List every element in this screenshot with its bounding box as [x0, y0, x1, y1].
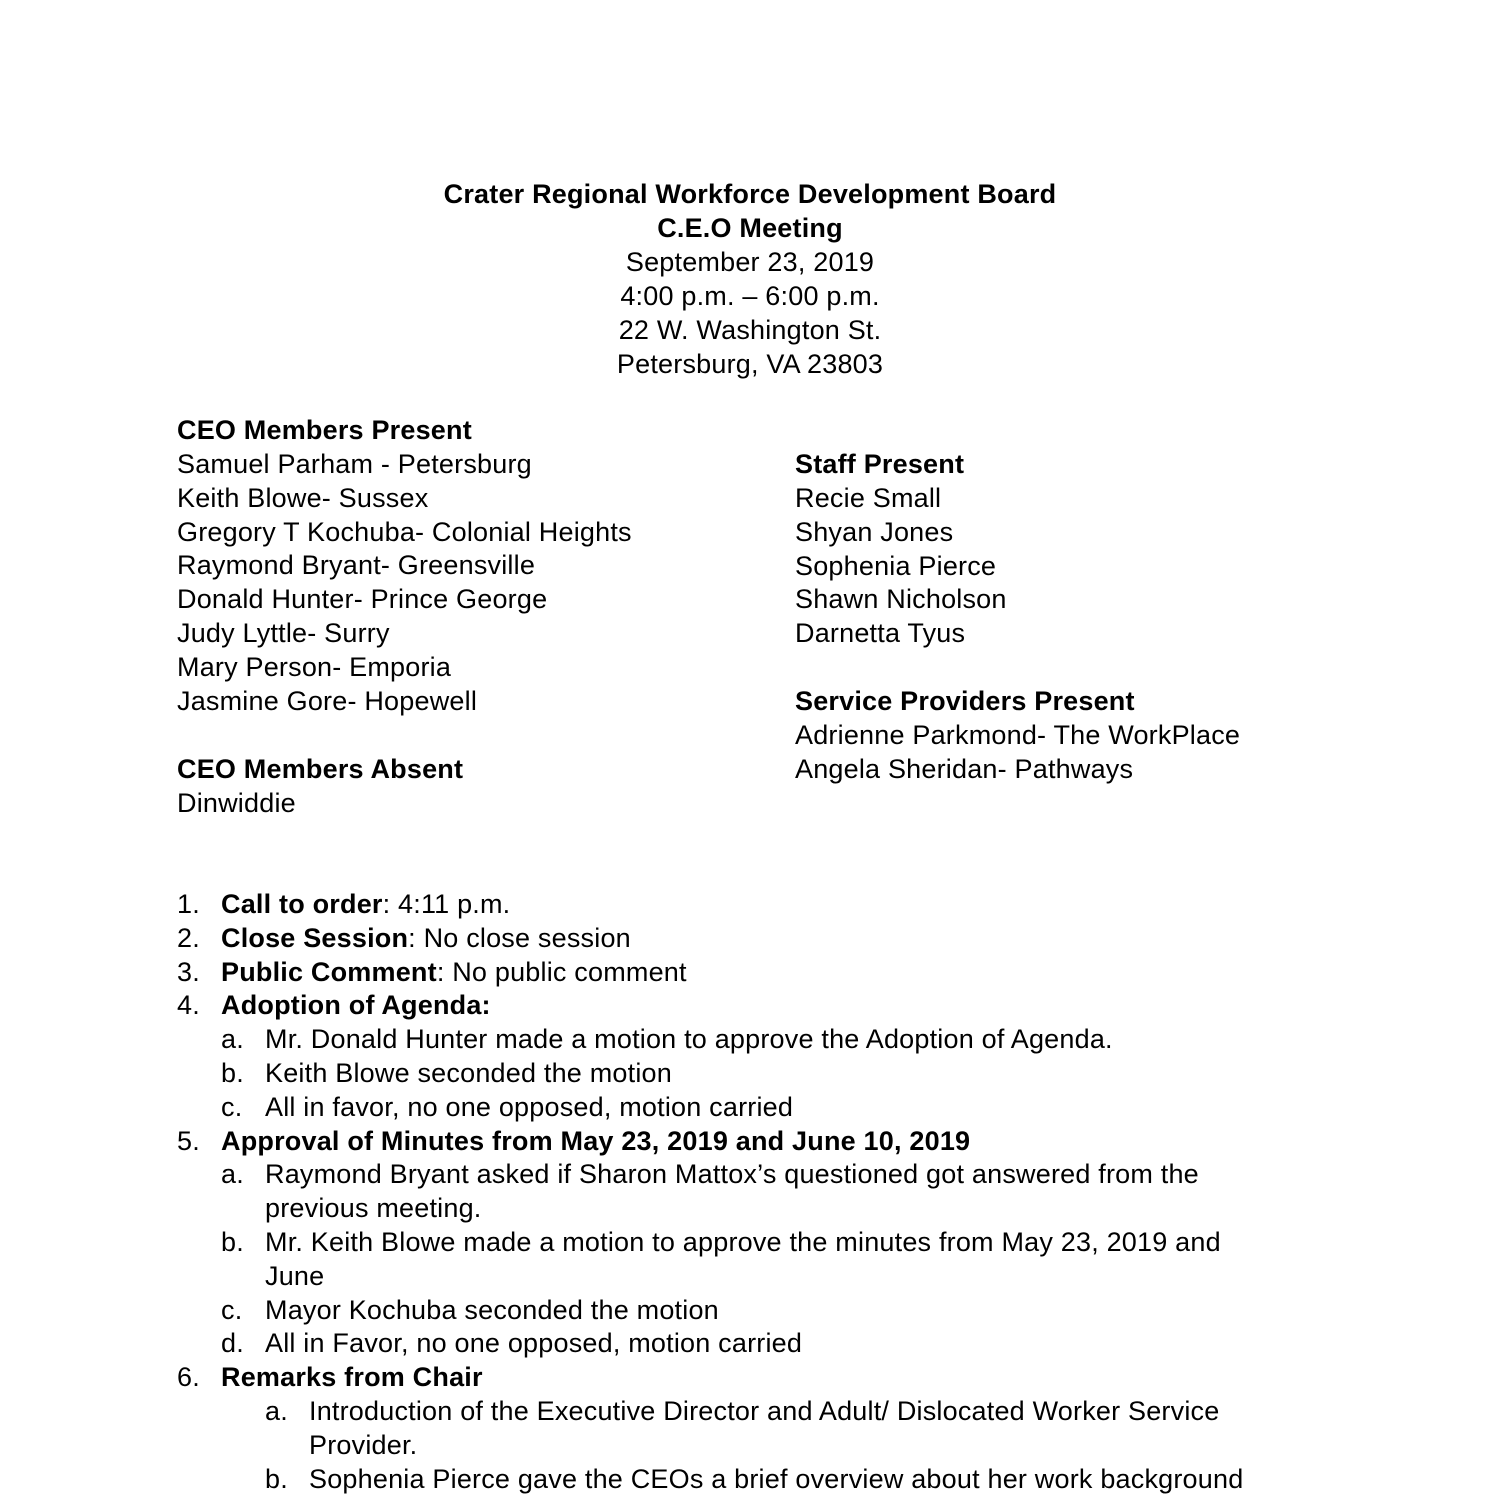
sub-item-letter: b. [221, 1227, 244, 1257]
sub-item-text: All in favor, no one opposed, motion carried [265, 1092, 794, 1122]
absent-member: Dinwiddie [177, 788, 296, 818]
sub-item-letter: b. [265, 1464, 288, 1494]
agenda-number: 1. [177, 889, 200, 919]
staff-member: Sophenia Pierce [795, 551, 997, 581]
sub-item-text-continued: previous meeting. [265, 1193, 482, 1223]
staff-member: Shawn Nicholson [795, 584, 1007, 614]
sub-item-letter: d. [221, 1328, 244, 1358]
meeting-title: C.E.O Meeting [657, 213, 843, 243]
agenda-number: 4. [177, 990, 200, 1020]
sub-item-text: Mr. Donald Hunter made a motion to approve the Adoption of Agenda. [265, 1024, 1113, 1054]
org-title: Crater Regional Workforce Development Board [443, 179, 1057, 209]
agenda-item-title: Adoption of Agenda: [221, 990, 491, 1020]
member-present: Mary Person- Emporia [177, 652, 452, 682]
agenda-item-title: Remarks from Chair [221, 1362, 483, 1392]
members-present-heading: CEO Members Present [177, 415, 472, 445]
member-present: Samuel Parham - Petersburg [177, 449, 532, 479]
agenda-item-title: Close Session [221, 923, 409, 953]
address-line2: Petersburg, VA 23803 [616, 349, 884, 379]
agenda-item [221, 887, 510, 921]
agenda-item-title: Public Comment [221, 957, 437, 987]
agenda-item [221, 1360, 483, 1394]
sub-item-text: Introduction of the Executive Director and Adult/ Dislocated Worker Service [309, 1396, 1220, 1426]
sub-item-letter: b. [221, 1058, 244, 1088]
member-present: Keith Blowe- Sussex [177, 483, 429, 513]
member-present: Donald Hunter- Prince George [177, 584, 548, 614]
sub-item-letter: a. [221, 1024, 244, 1054]
sub-item-letter: c. [221, 1092, 243, 1122]
address-line1: 22 W. Washington St. [618, 315, 882, 345]
sub-item-text: Sophenia Pierce gave the CEOs a brief overview about her work background [309, 1464, 1244, 1494]
meeting-time: 4:00 p.m. – 6:00 p.m. [620, 281, 880, 311]
sub-item-text: All in Favor, no one opposed, motion carried [265, 1328, 803, 1358]
service-provider: Adrienne Parkmond- The WorkPlace [795, 720, 1241, 750]
member-present: Jasmine Gore- Hopewell [177, 686, 478, 716]
sub-item-text: Mr. Keith Blowe made a motion to approve the minutes from May 23, 2019 and [265, 1227, 1221, 1257]
staff-member: Recie Small [795, 483, 942, 513]
meeting-date: September 23, 2019 [625, 247, 875, 277]
sub-item-text: Keith Blowe seconded the motion [265, 1058, 672, 1088]
sub-item-letter: c. [221, 1295, 243, 1325]
providers-present-heading: Service Providers Present [795, 686, 1135, 716]
agenda-item-detail: : 4:11 p.m. [382, 889, 511, 919]
agenda-item-detail: : No public comment [436, 957, 687, 987]
sub-item-text: Mayor Kochuba seconded the motion [265, 1295, 719, 1325]
agenda-item [221, 921, 631, 955]
agenda-item-title: Call to order [221, 889, 383, 919]
sub-item-letter: a. [221, 1159, 244, 1189]
sub-item-text-continued: June [265, 1261, 325, 1291]
sub-item-letter: a. [265, 1396, 288, 1426]
member-present: Gregory T Kochuba- Colonial Heights [177, 517, 632, 547]
agenda-item [221, 955, 687, 989]
members-absent-heading: CEO Members Absent [177, 754, 464, 784]
agenda-item [221, 1124, 970, 1158]
agenda-item-detail: : No close session [408, 923, 631, 953]
agenda-item [221, 988, 491, 1022]
service-provider: Angela Sheridan- Pathways [795, 754, 1134, 784]
staff-present-heading: Staff Present [795, 449, 965, 479]
sub-item-text-continued: Provider. [309, 1430, 418, 1460]
member-present: Judy Lyttle- Surry [177, 618, 390, 648]
member-present: Raymond Bryant- Greensville [177, 550, 536, 580]
agenda-number: 5. [177, 1126, 200, 1156]
staff-member: Darnetta Tyus [795, 618, 966, 648]
agenda-number: 3. [177, 957, 200, 987]
agenda-number: 6. [177, 1362, 200, 1392]
agenda-item-title: Approval of Minutes from May 23, 2019 and June 10, 2019 [221, 1126, 971, 1156]
agenda-number: 2. [177, 923, 200, 953]
sub-item-text: Raymond Bryant asked if Sharon Mattox’s questioned got answered from the [265, 1159, 1199, 1189]
staff-member: Shyan Jones [795, 517, 954, 547]
